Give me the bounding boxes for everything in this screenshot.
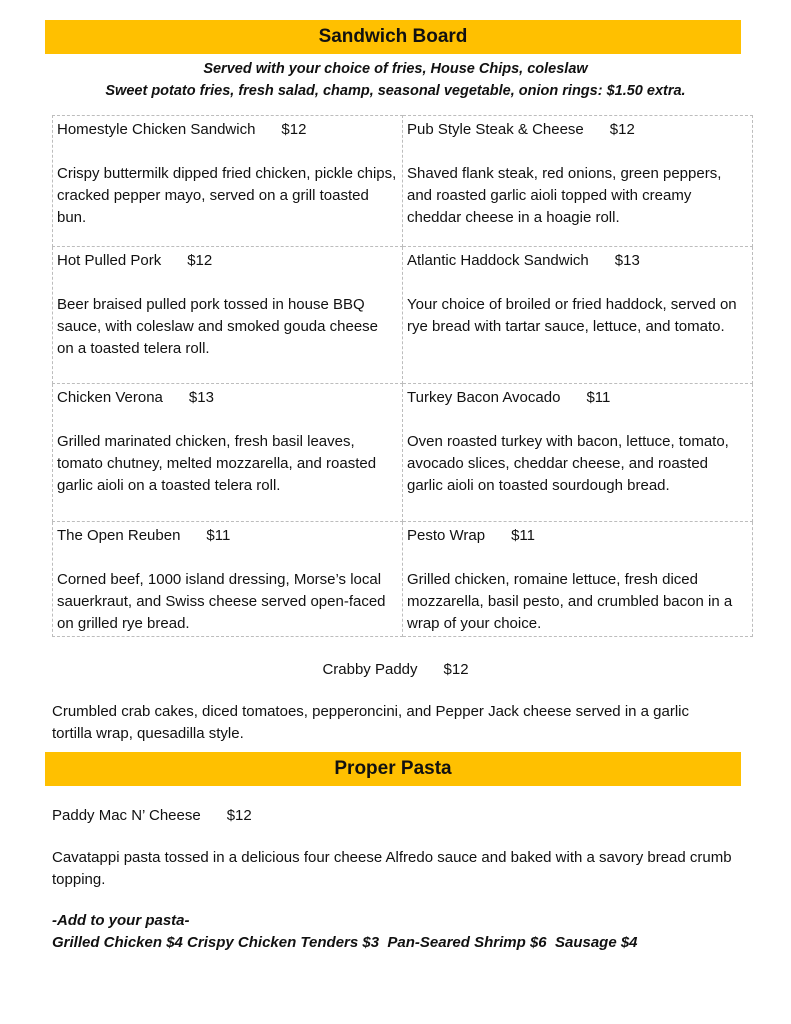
item-price: $11 — [511, 527, 536, 544]
sides-note: Served with your choice of fries, House Chips, coleslaw — [203, 61, 588, 77]
item-price: $12 — [281, 121, 307, 138]
proper-pasta-banner: Proper Pasta — [45, 752, 741, 786]
extra-sides-note: Sweet potato fries, fresh salad, champ, seasonal vegetable, onion rings: $1.50 extra. — [105, 83, 686, 99]
item-description: Beer braised pulled pork tossed in house BBQ sauce, with coleslaw and smoked gouda cheese on a toasted telera roll. — [57, 296, 379, 357]
item-name: The Open Reuben — [57, 527, 181, 544]
menu-item — [53, 247, 403, 384]
item-name: Pub Style Steak & Cheese — [407, 121, 584, 138]
menu-item — [403, 522, 753, 637]
menu-item — [53, 116, 403, 247]
item-price: $12 — [187, 252, 213, 269]
item-name: Pesto Wrap — [407, 527, 486, 544]
item-name: Turkey Bacon Avocado — [407, 389, 561, 406]
item-description: Your choice of broiled or fried haddock, served on rye bread with tartar sauce, lettuce, and tomato. — [407, 296, 737, 335]
pasta-item-description: Cavatappi pasta tossed in a delicious four cheese Alfredo sauce and baked with a savory bread crumb topping. — [52, 849, 732, 888]
item-description: Shaved flank steak, red onions, green peppers, and roasted garlic aioli topped with creamy cheddar cheese in a hoagie roll. — [407, 165, 722, 226]
item-name: Crabby Paddy — [322, 661, 418, 678]
item-price: $12 — [609, 121, 635, 138]
item-price: $13 — [188, 389, 214, 406]
pasta-addons-list: Grilled Chicken $4 Crispy Chicken Tenders $3 Pan-Seared Shrimp $6 Sausage $4 — [52, 934, 638, 951]
item-name: Chicken Verona — [57, 389, 163, 406]
item-name: Paddy Mac N’ Cheese — [52, 807, 201, 824]
item-description: Oven roasted turkey with bacon, lettuce, tomato, avocado slices, cheddar cheese, and roasted garlic aioli on toasted sourdough bread. — [407, 433, 729, 494]
item-description: Grilled chicken, romaine lettuce, fresh diced mozzarella, basil pesto, and crumbled bacon in a wrap of your choice. — [407, 571, 733, 632]
sandwich-board-banner: Sandwich Board — [45, 20, 741, 54]
item-price: $12 — [226, 807, 252, 824]
item-name: Homestyle Chicken Sandwich — [57, 121, 256, 138]
item-description: Crispy buttermilk dipped fried chicken, pickle chips, cracked pepper mayo, served on a grill toasted bun. — [57, 165, 397, 226]
item-description: Corned beef, 1000 island dressing, Morse’s local sauerkraut, and Swiss cheese served open-faced on grilled rye bread. — [57, 571, 386, 632]
item-description: Grilled marinated chicken, fresh basil leaves, tomato chutney, melted mozzarella, and roasted garlic aioli on a toasted telera roll. — [57, 433, 377, 494]
item-price: $12 — [443, 661, 469, 678]
crabby-paddy-heading — [0, 659, 791, 681]
item-name: Hot Pulled Pork — [57, 252, 162, 269]
crabby-paddy-description: Crumbled crab cakes, diced tomatoes, pepperoncini, and Pepper Jack cheese served in a garlic tortilla wrap, quesadilla style. — [52, 703, 690, 742]
item-price: $11 — [206, 527, 231, 544]
item-price: $13 — [614, 252, 640, 269]
pasta-item-heading — [52, 805, 732, 827]
menu-item — [53, 384, 403, 522]
sandwich-grid — [52, 115, 753, 637]
menu-item — [53, 522, 403, 637]
pasta-addon-heading: -Add to your pasta- — [52, 912, 190, 929]
menu-item — [403, 247, 753, 384]
item-price: $11 — [586, 389, 611, 406]
item-name: Atlantic Haddock Sandwich — [407, 252, 589, 269]
menu-item — [403, 116, 753, 247]
menu-item — [403, 384, 753, 522]
